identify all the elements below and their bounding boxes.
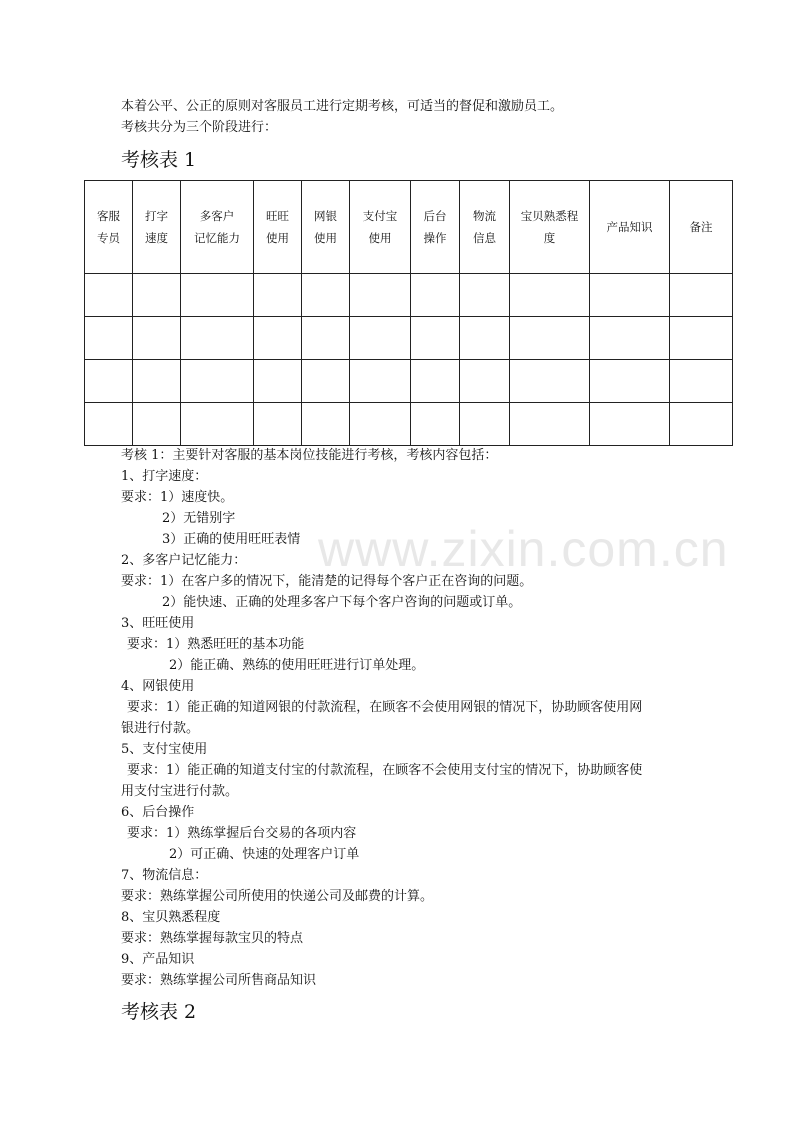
table-cell[interactable] [510,317,590,360]
item-8-title: 8、宝贝熟悉程度 [121,910,221,925]
table-cell[interactable] [411,360,460,403]
header-remarks: 备注 [670,181,733,274]
table-cell[interactable] [460,403,510,446]
table-cell[interactable] [670,403,733,446]
header-logistics-info: 物流 信息 [460,181,510,274]
item-6-req-2: 2）可正确、快速的处理客户订单 [169,847,360,862]
table-cell[interactable] [254,317,302,360]
table-cell[interactable] [302,360,350,403]
item-5-req-1-cont: 用支付宝进行付款。 [121,784,239,799]
intro-line-1: 本着公平、公正的原则对客服员工进行定期考核，可适当的督促和激励员工。 [121,99,564,114]
item-5-req-1: 要求：1）能正确的知道支付宝的付款流程，在顾客不会使用支付宝的情况下，协助顾客使 [127,763,643,778]
item-4-title: 4、网银使用 [121,679,195,694]
header-item-familiarity: 宝贝熟悉程 度 [510,181,590,274]
header-wangwang-use: 旺旺 使用 [254,181,302,274]
item-5-title: 5、支付宝使用 [121,742,208,757]
table-cell[interactable] [350,403,411,446]
section-intro: 考核 1：主要针对客服的基本岗位技能进行考核，考核内容包括： [121,448,498,463]
item-1-req-2: 2）无错别字 [162,511,236,526]
table2-title: 考核表 2 [121,1001,197,1023]
table-row [85,403,733,446]
item-1-req-3: 3）正确的使用旺旺表情 [162,532,301,547]
table-cell[interactable] [133,274,181,317]
table-cell[interactable] [460,360,510,403]
item-2-req-2: 2）能快速、正确的处理多客户下每个客户咨询的问题或订单。 [162,595,522,610]
item-1-title: 1、打字速度： [121,469,208,484]
table-cell[interactable] [590,360,670,403]
table-cell[interactable] [181,317,254,360]
table-cell[interactable] [590,274,670,317]
table-cell[interactable] [133,317,181,360]
table-cell[interactable] [254,274,302,317]
table-cell[interactable] [510,403,590,446]
table-cell[interactable] [302,274,350,317]
table-cell[interactable] [670,360,733,403]
table-cell[interactable] [411,317,460,360]
table-header-row [85,181,733,274]
table-cell[interactable] [411,403,460,446]
table-cell[interactable] [350,317,411,360]
item-6-req-1: 要求：1）熟练掌握后台交易的各项内容 [127,826,357,841]
table-cell[interactable] [254,360,302,403]
table-cell[interactable] [85,274,133,317]
item-9-req: 要求：熟练掌握公司所售商品知识 [121,973,317,988]
table-cell[interactable] [670,274,733,317]
table-row [85,317,733,360]
table-cell[interactable] [181,274,254,317]
table-cell[interactable] [85,360,133,403]
table-cell[interactable] [590,403,670,446]
table-cell[interactable] [670,317,733,360]
intro-line-2: 考核共分为三个阶段进行： [121,120,278,135]
item-4-req-1: 要求：1）能正确的知道网银的付款流程，在顾客不会使用网银的情况下，协助顾客使用网 [127,700,643,715]
item-8-req: 要求：熟练掌握每款宝贝的特点 [121,931,304,946]
item-7-title: 7、物流信息： [121,868,208,883]
table-cell[interactable] [85,403,133,446]
item-7-req: 要求：熟练掌握公司所使用的快递公司及邮费的计算。 [121,889,434,904]
table-cell[interactable] [411,274,460,317]
table-body [85,274,733,446]
table-cell[interactable] [460,317,510,360]
item-6-title: 6、后台操作 [121,805,195,820]
item-3-req-2: 2）能正确、熟练的使用旺旺进行订单处理。 [169,658,425,673]
item-9-title: 9、产品知识 [121,952,195,967]
item-2-req-1: 要求：1）在客户多的情况下，能清楚的记得每个客户正在咨询的问题。 [121,574,533,589]
header-alipay-use: 支付宝 使用 [350,181,411,274]
table-cell[interactable] [590,317,670,360]
item-3-title: 3、旺旺使用 [121,616,195,631]
table-cell[interactable] [133,360,181,403]
watermark-text: www.zixin.com.cn [318,521,729,577]
table-cell[interactable] [350,274,411,317]
table-cell[interactable] [510,360,590,403]
item-2-title: 2、多客户记忆能力： [121,553,247,568]
table-cell[interactable] [181,360,254,403]
table-row [85,274,733,317]
item-1-req-1: 要求：1）速度快。 [121,490,234,505]
assessment-table-1 [84,180,733,446]
item-3-req-1: 要求：1）熟悉旺旺的基本功能 [127,637,305,652]
table-cell[interactable] [302,403,350,446]
header-product-knowledge: 产品知识 [590,181,670,274]
header-backend-operation: 后台 操作 [411,181,460,274]
header-typing-speed: 打字 速度 [133,181,181,274]
header-staff: 客服 专员 [85,181,133,274]
table-cell[interactable] [181,403,254,446]
header-multi-customer-memory: 多客户 记忆能力 [181,181,254,274]
item-4-req-1-cont: 银进行付款。 [121,721,200,736]
table-row [85,360,733,403]
table-cell[interactable] [302,317,350,360]
table-cell[interactable] [460,274,510,317]
table1-title: 考核表 1 [121,149,197,171]
table-cell[interactable] [85,317,133,360]
table-cell[interactable] [350,360,411,403]
header-online-banking-use: 网银 使用 [302,181,350,274]
table-cell[interactable] [510,274,590,317]
table-cell[interactable] [254,403,302,446]
table-cell[interactable] [133,403,181,446]
